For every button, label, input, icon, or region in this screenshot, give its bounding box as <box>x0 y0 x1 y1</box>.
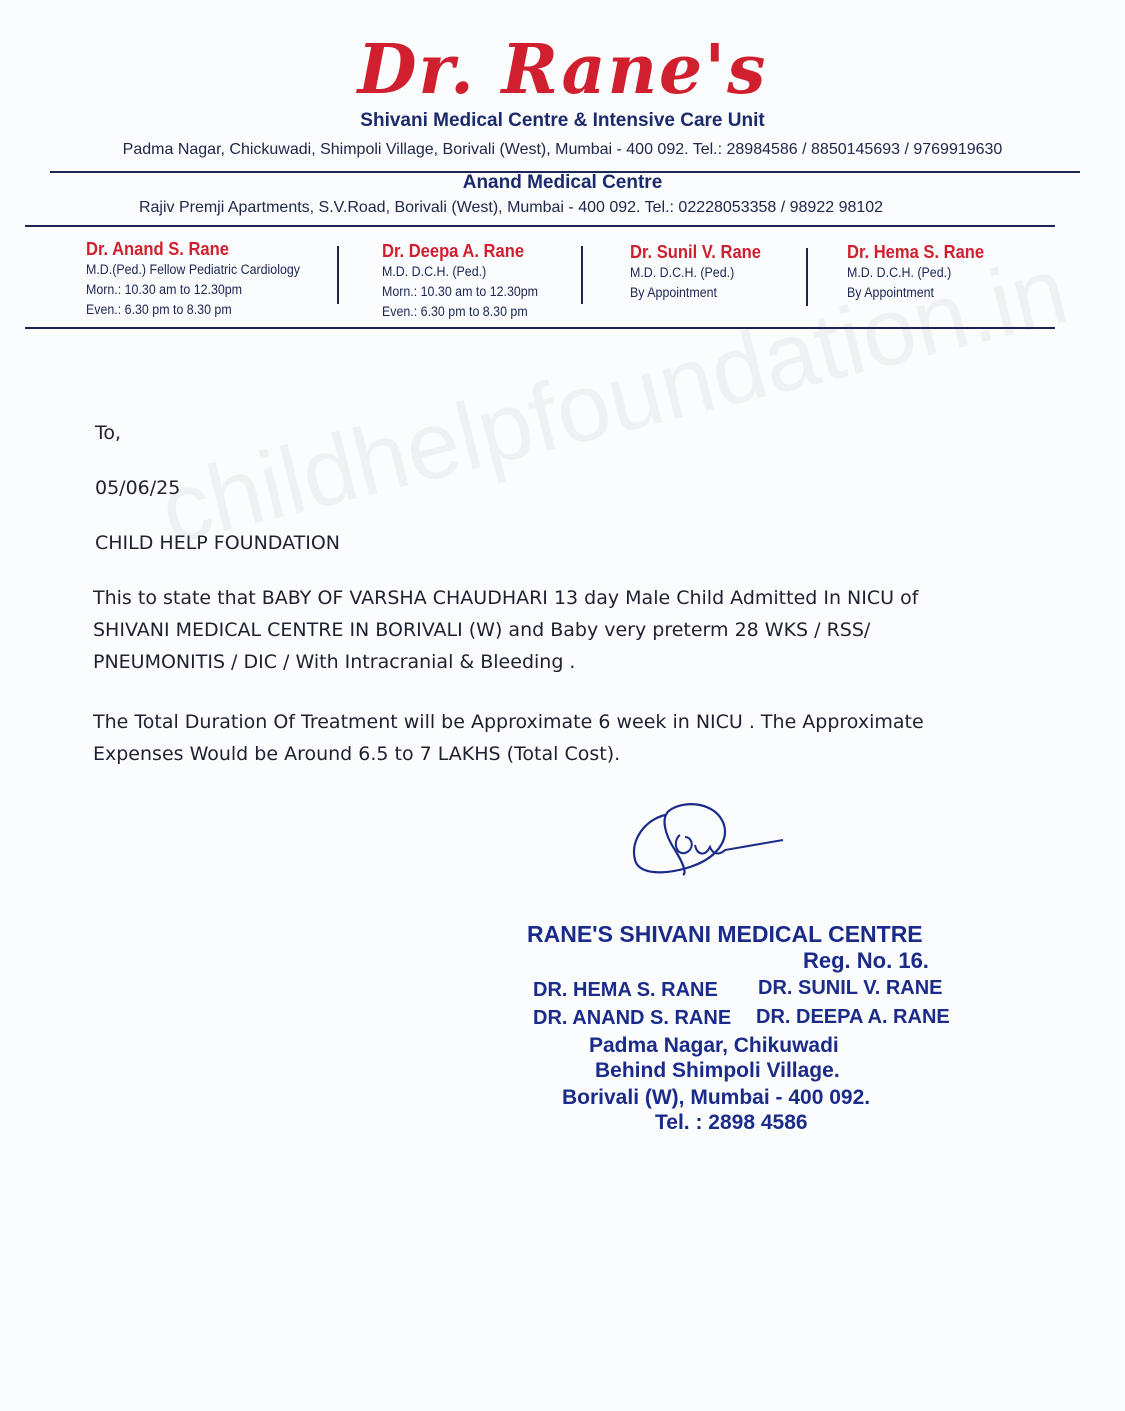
doctor-name: Dr. Sunil V. Rane <box>630 242 761 262</box>
doctor-block <box>630 241 761 303</box>
stamp-doctor: DR. ANAND S. RANE <box>533 1007 732 1029</box>
doctor-timing: Even.: 6.30 pm to 8.30 pm <box>86 302 232 317</box>
doctor-name: Dr. Hema S. Rane <box>847 242 985 262</box>
stamp-reg-no: Reg. No. 16. <box>803 948 929 973</box>
doctor-timing: Even.: 6.30 pm to 8.30 pm <box>382 304 528 319</box>
centre-name: Shivani Medical Centre & Intensive Care Unit <box>360 110 765 131</box>
doctor-name: Dr. Deepa A. Rane <box>382 241 525 261</box>
stamp-doctor: DR. SUNIL V. RANE <box>758 977 943 999</box>
paragraph-line: SHIVANI MEDICAL CENTRE IN BORIVALI (W) and Baby very preterm 28 WKS / RSS/ <box>93 619 871 641</box>
doctor-timing: Morn.: 10.30 am to 12.30pm <box>382 284 539 299</box>
column-divider <box>581 246 583 304</box>
doctor-timing: Morn.: 10.30 am to 12.30pm <box>86 282 243 297</box>
stamp-doctor: DR. DEEPA A. RANE <box>756 1006 950 1028</box>
signature <box>625 795 795 885</box>
centre-address: Padma Nagar, Chickuwadi, Shimpoli Village, Borivali (West), Mumbai - 400 092. Tel.: 28984586 / 8850145693 / 9769919630 <box>122 141 1003 158</box>
paragraph-line: This to state that BABY OF VARSHA CHAUDHARI 13 day Male Child Admitted In NICU of <box>93 587 919 609</box>
second-centre-address: Rajiv Premji Apartments, S.V.Road, Borivali (West), Mumbai - 400 092. Tel.: 02228053358 / 98922 98102 <box>138 199 884 216</box>
stamp-address: Behind Shimpoli Village. <box>595 1059 840 1082</box>
stamp-address: Borivali (W), Mumbai - 400 092. <box>562 1086 871 1109</box>
doctor-qualification: M.D. D.C.H. (Ped.) <box>847 265 952 280</box>
doctor-timing: By Appointment <box>847 285 934 300</box>
paragraph-2 <box>93 706 1023 770</box>
doctor-qualification: M.D. D.C.H. (Ped.) <box>630 265 735 280</box>
doctor-block <box>382 240 538 322</box>
paragraph-line: PNEUMONITIS / DIC / With Intracranial & Bleeding . <box>93 651 576 673</box>
header-divider <box>25 225 1055 227</box>
paragraph-1 <box>93 582 1023 678</box>
stamp-address: Padma Nagar, Chikuwadi <box>589 1034 839 1057</box>
stamp-title: RANE'S SHIVANI MEDICAL CENTRE <box>527 921 923 947</box>
paragraph-line: Expenses Would be Around 6.5 to 7 LAKHS (Total Cost). <box>93 743 621 765</box>
stamp-doctor: DR. HEMA S. RANE <box>533 979 718 1001</box>
clinic-logo: Dr. Rane's <box>357 30 768 110</box>
doctor-qualification: M.D. D.C.H. (Ped.) <box>382 264 487 279</box>
second-centre-name: Anand Medical Centre <box>462 172 663 193</box>
letter-date: 05/06/25 <box>95 477 181 499</box>
salutation: To, <box>95 422 122 444</box>
doctor-name: Dr. Anand S. Rane <box>86 239 229 259</box>
doctor-timing: By Appointment <box>630 285 717 300</box>
recipient: CHILD HELP FOUNDATION <box>95 532 340 554</box>
column-divider <box>337 246 339 304</box>
doctor-block <box>86 238 300 320</box>
stamp-telephone: Tel. : 2898 4586 <box>655 1111 808 1134</box>
paragraph-line: The Total Duration Of Treatment will be Approximate 6 week in NICU . The Approximate <box>93 711 924 733</box>
doctor-qualification: M.D.(Ped.) Fellow Pediatric Cardiology <box>86 262 300 277</box>
